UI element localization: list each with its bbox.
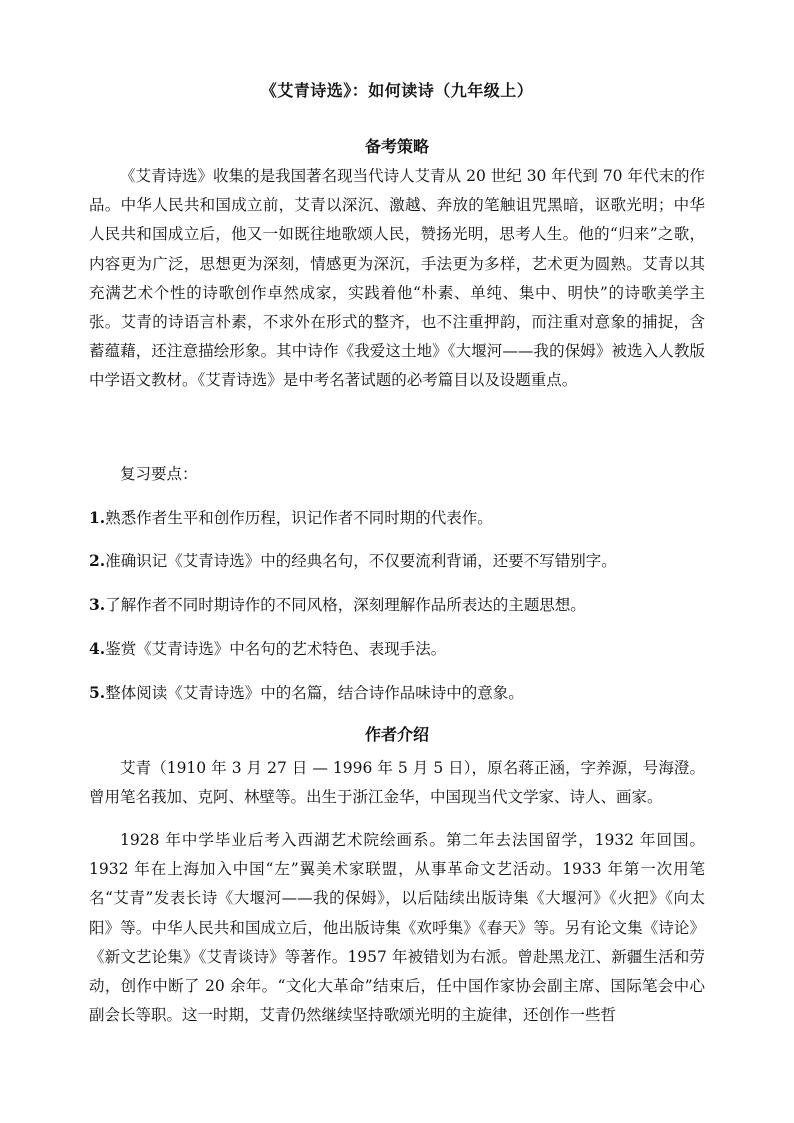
review-points-label: 复习要点： bbox=[120, 465, 198, 483]
point-number: 4. bbox=[89, 639, 106, 658]
point-number: 5. bbox=[89, 683, 106, 702]
point-text: 准确识记《艾青诗选》中的经典名句，不仅要流利背诵，还要不写错别字。 bbox=[105, 552, 617, 570]
review-point-1 bbox=[89, 506, 705, 530]
review-point-5 bbox=[89, 681, 705, 705]
point-text: 熟悉作者生平和创作历程，识记作者不同时期的代表作。 bbox=[105, 509, 493, 527]
document-title: 《艾青诗选》：如何读诗（九年级上） bbox=[260, 81, 534, 100]
author-paragraph-1: 艾青（1910 年 3 月 27 日 — 1996 年 5 月 5 日），原名蒋正涵，字养源，号海澄。曾用笔名莪加、克阿、林壁等。出生于浙江金华，中国现当代文学家、诗人、画家。 bbox=[89, 759, 705, 807]
review-point-4 bbox=[89, 637, 705, 661]
point-text: 了解作者不同时期诗作的不同风格，深刻理解作品所表达的主题思想。 bbox=[105, 596, 586, 614]
point-number: 3. bbox=[89, 595, 106, 614]
section-heading-strategy: 备考策略 bbox=[364, 137, 429, 156]
point-number: 1. bbox=[89, 508, 106, 527]
review-point-3 bbox=[89, 593, 705, 617]
point-text: 鉴赏《艾青诗选》中名句的艺术特色、表现手法。 bbox=[105, 640, 447, 658]
point-number: 2. bbox=[89, 551, 106, 570]
intro-paragraph: 《艾青诗选》收集的是我国著名现当代诗人艾青从 20 世纪 30 年代到 70 年代末的作品。中华人民共和国成立前，艾青以深沉、激越、奔放的笔触诅咒黑暗，讴歌光明；中华人民共和国成立后，他又一如既往地歌颂人民，赞扬光明，思考人生。他的“归来”之歌，内容更为广泛，思想更为深刻，情感更为深沉，手法更为多样，艺术更为圆熟。艾青以其充满艺术个性的诗歌创作卓然成家，实践着他“朴素、单纯、集中、明快”的诗歌美学主张。艾青的诗语言朴素，不求外在形式的整齐，也不注重押韵，而注重对意象的捕捉，含蓄蕴藉，还注意描绘形象。其中诗作《我爱这土地》《大堰河——我的保姆》被选入人教版中学语文教材。《艾青诗选》是中考名著试题的必考篇目以及设题重点。 bbox=[89, 167, 705, 390]
point-text: 整体阅读《艾青诗选》中的名篇，结合诗作品味诗中的意象。 bbox=[105, 684, 524, 702]
author-paragraph-2: 1928 年中学毕业后考入西湖艺术院绘画系。第二年去法国留学，1932 年回国。1932 年在上海加入中国“左”翼美术家联盟，从事革命文艺活动。1933 年第一次用笔名“艾青”发表长诗《大堰河——我的保姆》，以后陆续出版诗集《大堰河》《火把》《向太阳》等。中华人民共和国成立后，他出版诗集《欢呼集》《春天》等。另有论文集《诗论》《新文艺论集》《艾青谈诗》等著作。1957 年被错划为右派。曾赴黑龙江、新疆生活和劳动，创作中断了 20 余年。“文化大革命”结束后，任中国作家协会副主席、国际笔会中心副会长等职。这一时期，艾青仍然继续坚持歌颂光明的主旋律，还创作一些哲 bbox=[89, 831, 705, 1025]
section-heading-author: 作者介绍 bbox=[364, 725, 429, 744]
review-point-2 bbox=[89, 549, 705, 573]
